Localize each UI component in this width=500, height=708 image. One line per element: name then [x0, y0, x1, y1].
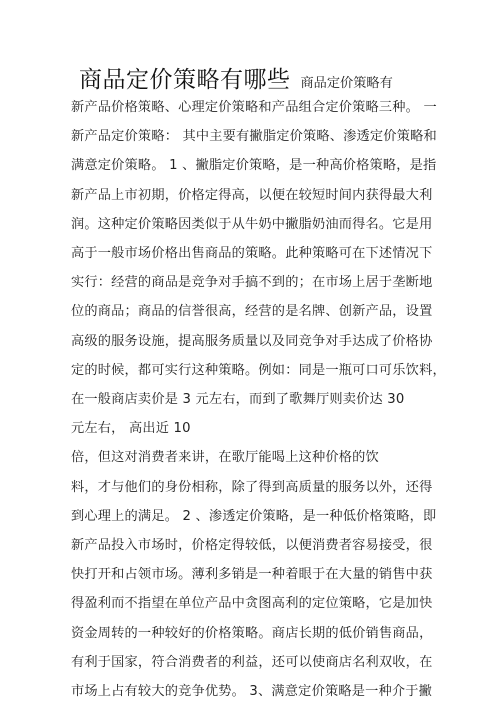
- title-tail-text: 商品定价策略有: [300, 76, 393, 91]
- body-line: 润。这种定价策略因类似于从牛奶中撇脂奶油而得名。它是用: [71, 216, 433, 232]
- body-line: 定的时候，都可实行这种策略。例如：同是一瓶可口可乐饮料，: [71, 362, 446, 378]
- body-line: 高于一般市场价格出售商品的策略。此种策略可在下述情况下: [71, 246, 433, 261]
- body-line: 市场上占有较大的竞争优势。 3、满意定价策略是一种介于撇: [71, 684, 433, 699]
- title-row: [79, 63, 489, 97]
- body-line: 新产品价格策略、心理定价策略和产品组合定价策略三种。 一: [71, 100, 437, 115]
- body-line: 得盈利而不指望在单位产品中贪图高利的定位策略，它是加快: [71, 596, 433, 612]
- body-line: 满意定价策略。 1 、撇脂定价策略，是一种高价格策略，是指: [71, 158, 437, 174]
- body-line: 位的商品；商品的信誉很高，经营的是名牌、创新产品，设置: [71, 304, 433, 320]
- body-line: 资金周转的一种较好的价格策略。商店长期的低价销售商品，: [71, 625, 433, 641]
- body-line: 倍，但这对消费者来讲，在歌厅能喝上这种价格的饮: [71, 450, 379, 466]
- body-line: 快打开和占领市场。薄利多销是一种着眼于在大量的销售中获: [71, 567, 433, 583]
- body-line: 新产品投入市场时，价格定得较低，以便消费者容易接受，很: [71, 538, 433, 553]
- body-line: 元左右， 高出近 10: [71, 421, 191, 437]
- body-line: 新产品上市初期，价格定得高，以便在较短时间内获得最大利: [71, 187, 433, 203]
- body-line: 在一般商店卖价是 3 元左右，而到了歌舞厅则卖价达 30: [71, 392, 405, 407]
- body-line: 有利于国家，符合消费者的利益，还可以使商店名利双收，在: [71, 654, 433, 670]
- page-title: 商品定价策略有哪些: [79, 67, 291, 93]
- body-line: 高级的服务设施，提高服务质量以及同竞争对手达成了价格协: [71, 333, 433, 349]
- body-line: 实行：经营的商品是竞争对手搞不到的；在市场上居于垄断地: [71, 275, 433, 291]
- body-line: 料，才与他们的身份相称，除了得到高质量的服务以外，还得: [71, 479, 433, 495]
- body-line: 到心理上的满足。 2 、渗透定价策略，是一种低价格策略，即: [71, 508, 437, 524]
- body-line: 新产品定价策略： 其中主要有撇脂定价策略、渗透定价策略和: [71, 129, 437, 145]
